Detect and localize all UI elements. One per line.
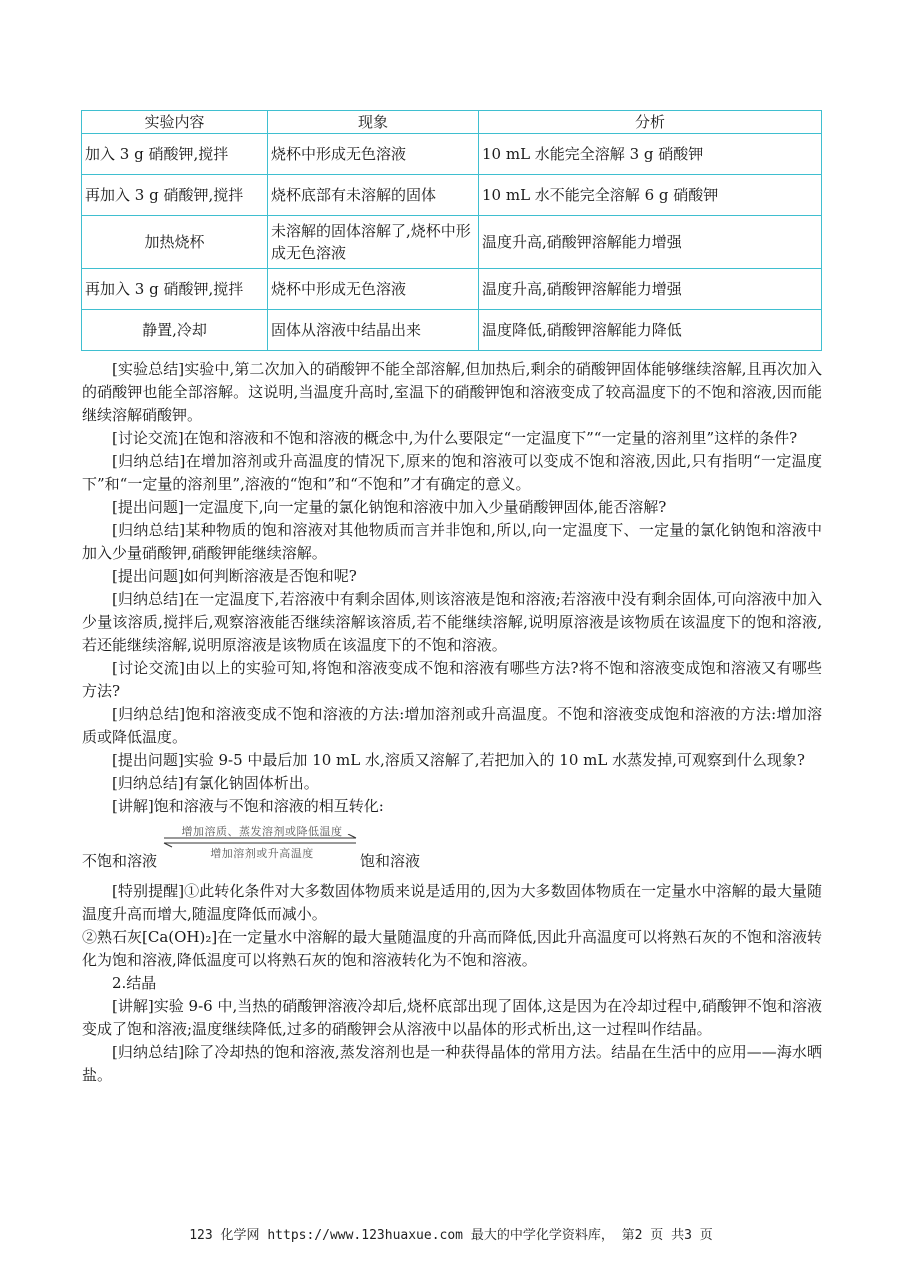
header-phenomenon: 现象 <box>268 111 479 134</box>
paragraph-summary: [归纳总结]某种物质的饱和溶液对其他物质而言并非饱和,所以,向一定温度下、一定量的氯化钠饱和溶液中加入少量硝酸钾,硝酸钾能继续溶解。 <box>82 521 822 562</box>
paragraph-experiment-summary: [实验总结]实验中,第二次加入的硝酸钾不能全部溶解,但加热后,剩余的硝酸钾固体能够继续溶解,且再次加入的硝酸钾也能全部溶解。这说明,当温度升高时,室温下的硝酸钾饱和溶液变成了较高温度下的不饱和溶液,因而能继续溶解硝酸钾。 <box>82 360 822 424</box>
unsaturated-solution-label: 不饱和溶液 <box>82 852 158 870</box>
conversion-reverse-condition: 增加溶剂或升高温度 <box>210 847 314 860</box>
paragraph-discussion: [讨论交流]在饱和溶液和不饱和溶液的概念中,为什么要限定“一定温度下”“一定量的溶剂里”这样的条件? <box>112 429 798 447</box>
table-cell: 温度降低,硝酸钾溶解能力降低 <box>479 310 822 351</box>
paragraph-discussion: [讨论交流]由以上的实验可知,将饱和溶液变成不饱和溶液有哪些方法?将不饱和溶液变成饱和溶液又有哪些方法? <box>82 659 822 700</box>
section-heading-crystallization: 2.结晶 <box>112 974 157 992</box>
paragraph-question: [提出问题]如何判断溶液是否饱和呢? <box>112 567 357 585</box>
table-cell: 再加入 3 g 硝酸钾,搅拌 <box>82 269 268 310</box>
table-row <box>82 216 822 269</box>
paragraph-summary: [归纳总结]在增加溶剂或升高温度的情况下,原来的饱和溶液可以变成不饱和溶液,因此,只有指明“一定温度下”和“一定量的溶剂里”,溶液的“饱和”和“不饱和”才有确定的意义。 <box>82 452 822 493</box>
saturated-solution-label: 饱和溶液 <box>360 852 421 870</box>
paragraph-explanation: [讲解]实验 9-6 中,当热的硝酸钾溶液冷却后,烧杯底部出现了固体,这是因为在冷却过程中,硝酸钾不饱和溶液变成了饱和溶液;温度继续降低,过多的硝酸钾会从溶液中以晶体的形式析出,这一过程叫作结晶。 <box>82 997 822 1038</box>
paragraph-summary: [归纳总结]在一定温度下,若溶液中有剩余固体,则该溶液是饱和溶液;若溶液中没有剩余固体,可向溶液中加入少量该溶质,搅拌后,观察溶液能否继续溶解该溶质,若不能继续溶解,说明原溶液是该物质在该温度下的饱和溶液,若还能继续溶解,说明原溶液是该物质在该温度下的不饱和溶液。 <box>82 590 822 654</box>
table-row <box>82 175 822 216</box>
conversion-diagram <box>82 820 822 880</box>
table-cell: 10 mL 水不能完全溶解 6 g 硝酸钾 <box>479 175 822 216</box>
table-row <box>82 269 822 310</box>
paragraph-question: [提出问题]实验 9-5 中最后加 10 mL 水,溶质又溶解了,若把加入的 10 mL 水蒸发掉,可观察到什么现象? <box>112 751 805 769</box>
table-cell: 固体从溶液中结晶出来 <box>268 310 479 351</box>
table-row <box>82 134 822 175</box>
paragraph-question: [提出问题]一定温度下,向一定量的氯化钠饱和溶液中加入少量硝酸钾固体,能否溶解? <box>112 498 667 516</box>
table-cell: 10 mL 水能完全溶解 3 g 硝酸钾 <box>479 134 822 175</box>
experiment-table <box>81 110 822 351</box>
page-footer: 123 化学网 https://www.123huaxue.com 最大的中学化学资料库， 第2 页 共3 页 <box>189 1228 713 1243</box>
table-cell: 温度升高,硝酸钾溶解能力增强 <box>479 269 822 310</box>
table-cell: 烧杯底部有未溶解的固体 <box>268 175 479 216</box>
conversion-forward-condition: 增加溶质、蒸发溶剂或降低温度 <box>181 825 343 838</box>
body-text <box>82 358 822 1087</box>
table-cell: 再加入 3 g 硝酸钾,搅拌 <box>82 175 268 216</box>
table-row <box>82 310 822 351</box>
table-cell: 加热烧杯 <box>82 216 268 269</box>
table-cell: 烧杯中形成无色溶液 <box>268 269 479 310</box>
header-content: 实验内容 <box>82 111 268 134</box>
paragraph-reminder: [特别提醒]①此转化条件对大多数固体物质来说是适用的,因为大多数固体物质在一定量水中溶解的最大量随温度升高而增大,随温度降低而减小。 <box>82 882 822 923</box>
paragraph-summary: [归纳总结]有氯化钠固体析出。 <box>112 774 319 792</box>
header-analysis: 分析 <box>479 111 822 134</box>
paragraph-reminder-2: ②熟石灰[Ca(OH)₂]在一定量水中溶解的最大量随温度的升高而降低,因此升高温度可以将熟石灰的不饱和溶液转化为饱和溶液,降低温度可以将熟石灰的饱和溶液转化为不饱和溶液。 <box>82 928 822 969</box>
paragraph-explanation: [讲解]饱和溶液与不饱和溶液的相互转化: <box>112 797 384 815</box>
table-cell: 未溶解的固体溶解了,烧杯中形成无色溶液 <box>268 216 479 269</box>
table-cell: 静置,冷却 <box>82 310 268 351</box>
paragraph-summary: [归纳总结]除了冷却热的饱和溶液,蒸发溶剂也是一种获得晶体的常用方法。结晶在生活中的应用——海水晒盐。 <box>82 1043 822 1084</box>
table-cell: 烧杯中形成无色溶液 <box>268 134 479 175</box>
table-header-row <box>82 111 822 134</box>
paragraph-summary: [归纳总结]饱和溶液变成不饱和溶液的方法:增加溶剂或升高温度。不饱和溶液变成饱和溶液的方法:增加溶质或降低温度。 <box>82 705 822 746</box>
table-cell: 温度升高,硝酸钾溶解能力增强 <box>479 216 822 269</box>
table-cell: 加入 3 g 硝酸钾,搅拌 <box>82 134 268 175</box>
